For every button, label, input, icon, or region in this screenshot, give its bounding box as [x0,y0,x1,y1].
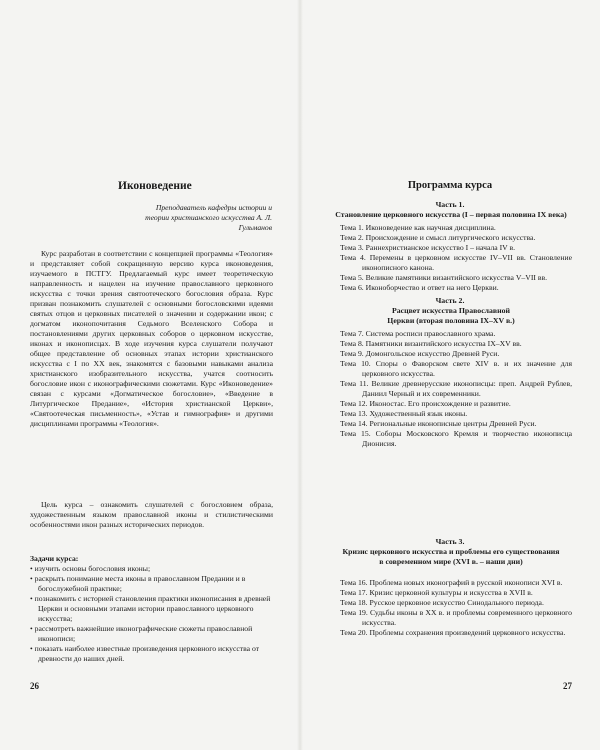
page-title: Иконоведение [118,180,192,192]
topic-list [340,329,572,449]
byline: Преподаватель кафедры истории и теории христианского искусства А. Л. Гульманов [145,203,272,232]
list-item: Тема 6. Иконоборчество и ответ на него Церкви. [340,283,499,292]
topic-list [340,223,572,293]
list-item: • показать наиболее известные произведения церковного искусства от древности до наших дней. [30,644,260,663]
list-item: Тема 17. Кризис церковной культуры и искусства в XVII в. [340,588,533,597]
part-label: Часть 1. [435,200,465,209]
list-item: Тема 10. Споры о Фаворском свете XIV в. и их значение для церковного искусства. [340,359,572,378]
part-label: Часть 2. [435,296,465,305]
topic-list [340,578,572,638]
list-item: • изучить основы богословия иконы; [30,564,151,573]
list-item: Тема 18. Русское церковное искусство Синодального периода. [340,598,544,607]
list-item: • рассмотреть важнейшие иконографические сюжеты православной иконописи; [30,624,253,643]
part-label: Часть 3. [435,537,465,546]
list-item: Тема 1. Иконоведение как научная дисциплина. [340,223,496,232]
part-title: Становление церковного искусства (I – первая половина IX века) [335,210,567,219]
part-title: Кризис церковного искусства и проблемы его существования в современном мире (XVI в. – наши дни) [342,547,560,566]
page-number: 27 [563,681,572,691]
list-item: Тема 8. Памятники византийского искусства IX–XV вв. [340,339,522,348]
list-item: Тема 16. Проблема новых иконографий в русской иконописи XVI в. [340,578,563,587]
page-number: 26 [30,681,39,691]
list-item: Тема 9. Домонгольское искусство Древней Руси. [340,349,500,358]
list-item: Тема 4. Перемены в церковном искусстве IV–VII вв. Становление иконописного канона. [340,253,572,272]
right-page [300,0,600,750]
list-item: Тема 14. Региональные иконописные центры Древней Руси. [340,419,537,428]
list-item: Тема 19. Судьбы иконы в XX в. и проблемы современного церковного искусства. [340,608,572,627]
part-title: Расцвет искусства Православной Церкви (вторая половина IX–XV в.) [387,306,515,325]
list-item: Тема 2. Происхождение и смысл литургического искусства. [340,233,536,242]
list-item: Тема 13. Художественный язык иконы. [340,409,468,418]
tasks-heading: Задачи курса: [30,554,79,563]
goal-paragraph: Цель курса – ознакомить слушателей с богословием образа, художественным языком православной иконы и стилистическими особенностями икон разных исторических периодов. [30,500,273,529]
list-item: Тема 5. Великие памятники византийского искусства V–VII вв. [340,273,548,282]
list-item: Тема 20. Проблемы сохранения произведений церковного искусства. [340,628,566,637]
list-item: • раскрыть понимание места иконы в православном Предании и в богослужебной практике; [30,574,246,593]
list-item: • познакомить с историей становления практики иконописания в древней Церкви и основными этапами истории православного церковного искусства; [30,594,271,623]
list-item: Тема 12. Иконостас. Его происхождение и развитие. [340,399,511,408]
intro-paragraph: Курс разработан в соответствии с концепцией программы «Теология» и представляет собой сокращенную версию курса иконоведения, изучаемого в ПСТГУ. Предлагаемый курс имеет теоретическую направленность и нацелен на изучение православного церковного искусства с точки зрения святоотеческого богословия образа. Курс призван познакомить слушателей с основными богословскими идеями святых отцов и церковных писателей о значении и содержании икон; с догматом иконопочитания Седьмого Вселенского Собора и постановлениями других церковных соборов о церковном искусстве, иконах и иконописцах. В ходе изучения курса слушатели получают общее представление об основных этапах истории христианского искусства с I по XX век, знакомятся с базовыми навыками анализа христианского изобразительного искусства, учатся соотносить богословие икон с иконографическими сюжетами. Курс «Иконоведение» связан с курсами «Догматическое богословие», «Введение в Литургическое Предание», «История христианской Церкви», «Святоотеческая письменность», «Устав и гимнография» и другими дисциплинами программы «Теология». [30,249,273,428]
list-item: Тема 7. Система росписи православного храма. [340,329,496,338]
tasks-list [30,564,273,664]
list-item: Тема 3. Раннехристианское искусство I – начала IV в. [340,243,516,252]
list-item: Тема 11. Великие древнерусские иконописцы: преп. Андрей Рублев, Даниил Черный и их современники. [340,379,572,398]
page-title: Программа курса [407,180,493,191]
list-item: Тема 15. Соборы Московского Кремля и творчество иконописца Дионисия. [340,429,572,448]
